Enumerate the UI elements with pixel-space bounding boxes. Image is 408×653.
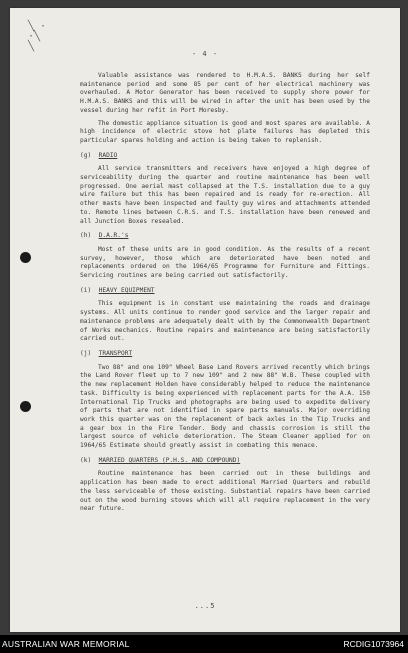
section-text: Routine maintenance has been carried out in these buildings and application has been made to erect additional Married Quarters and rebuild the less serviceable of those existing. Substantial repairs have been carried out on the wood burning stoves which will all require replacement in the very near future.: [80, 470, 370, 513]
section-label: (g): [80, 151, 92, 159]
section-title: MARRIED QUARTERS (P.H.S. AND COMPOUND): [98, 456, 241, 464]
document-page: [10, 8, 400, 632]
section-label: (h): [80, 232, 92, 240]
document-body: [80, 72, 370, 518]
record-reference: RCDIG1073964: [343, 639, 404, 649]
page-continuation-marker: ...5: [194, 602, 216, 610]
punch-hole-icon: [20, 401, 31, 412]
section-label: (i): [80, 286, 92, 294]
section-text: Most of these units are in good condition. As the results of a recent survey, however, those which are deteriorated have been noted and replacements ordered on the 1964/65 Programme for Furniture and Fittings. Servicing routines are being carried out satisfactorily.: [80, 245, 370, 280]
section-title: TRANSPORT: [98, 349, 133, 357]
section-heading: [80, 287, 370, 296]
section-text: All service transmitters and receivers have enjoyed a high degree of serviceability during the quarter and routine maintenance has been well progressed. One aerial mast collapsed at the T.S. installation due to a guy wire failure but this has been repaired and is ready for re-erection. All other masts have been inspected and faulty guy wires and attachments attended to. Remote lines between C.R.S. and T.S. installation have been renewed and all Junction Boxes resealed.: [80, 165, 370, 225]
punch-hole-icon: [20, 252, 31, 263]
section-title: RADIO: [98, 151, 118, 159]
archive-footer: [0, 635, 408, 653]
paragraph: Valuable assistance was rendered to H.M.A.S. BANKS during her self maintenance period and some 85 per cent of her electrical machinery was overhauled. A Motor Generator has been received to supply shore power for H.M.A.S. BANKS and this will be wired in after the unit has been used by the vessel during her refit in Port Moresby.: [80, 72, 370, 114]
page-number-top: - 4 -: [191, 50, 219, 58]
section-title: D.A.R.'s: [98, 232, 129, 240]
section-text: This equipment is in constant use maintaining the roads and drainage systems. All units continue to render good service and the larger repair and maintenance problems are adequately dealt with by the Commonwealth Department of Works mechanics. Routine repairs and maintenance are being satisfactorily carried out.: [80, 300, 370, 343]
section-label: (k): [80, 456, 92, 464]
institution-name: AUSTRALIAN WAR MEMORIAL: [2, 639, 130, 649]
section-heading: [80, 232, 370, 241]
paragraph: The domestic appliance situation is good and most spares are available. A high incidence of electric stove hot plate failures has depleted this particular spares holding and action is being taken to replenish.: [80, 119, 370, 144]
section-heading: [80, 152, 370, 161]
section-heading: [80, 350, 370, 359]
section-text: Two 88" and one 109" Wheel Base Land Rovers arrived recently which brings the Land Rover fleet up to 7 new 109" and 2 new 88" W.B. These coupled with the new replacement Holden have considerably helped to reduce the maintenance task. Difficulty is being experienced with replacement parts for the A.A. 150 International Tip Trucks and photographs are being used to expedite delivery of parts that are not identified in spare parts manuals. Major overriding work this quarter was on the replacement of back axles in the Tip Trucks and a gear box in the Fire Tender. Body and chassis corrosion is still the largest source of vehicle deterioration. The Steam Cleaner applied for on 1964/65 Estimate should greatly assist in combating this menace.: [80, 363, 370, 450]
section-title: HEAVY EQUIPMENT: [98, 286, 155, 294]
section-label: (j): [80, 349, 92, 357]
staple-mark-icon: ╲ · ·╲ ╲: [28, 21, 47, 52]
section-heading: [80, 457, 370, 466]
